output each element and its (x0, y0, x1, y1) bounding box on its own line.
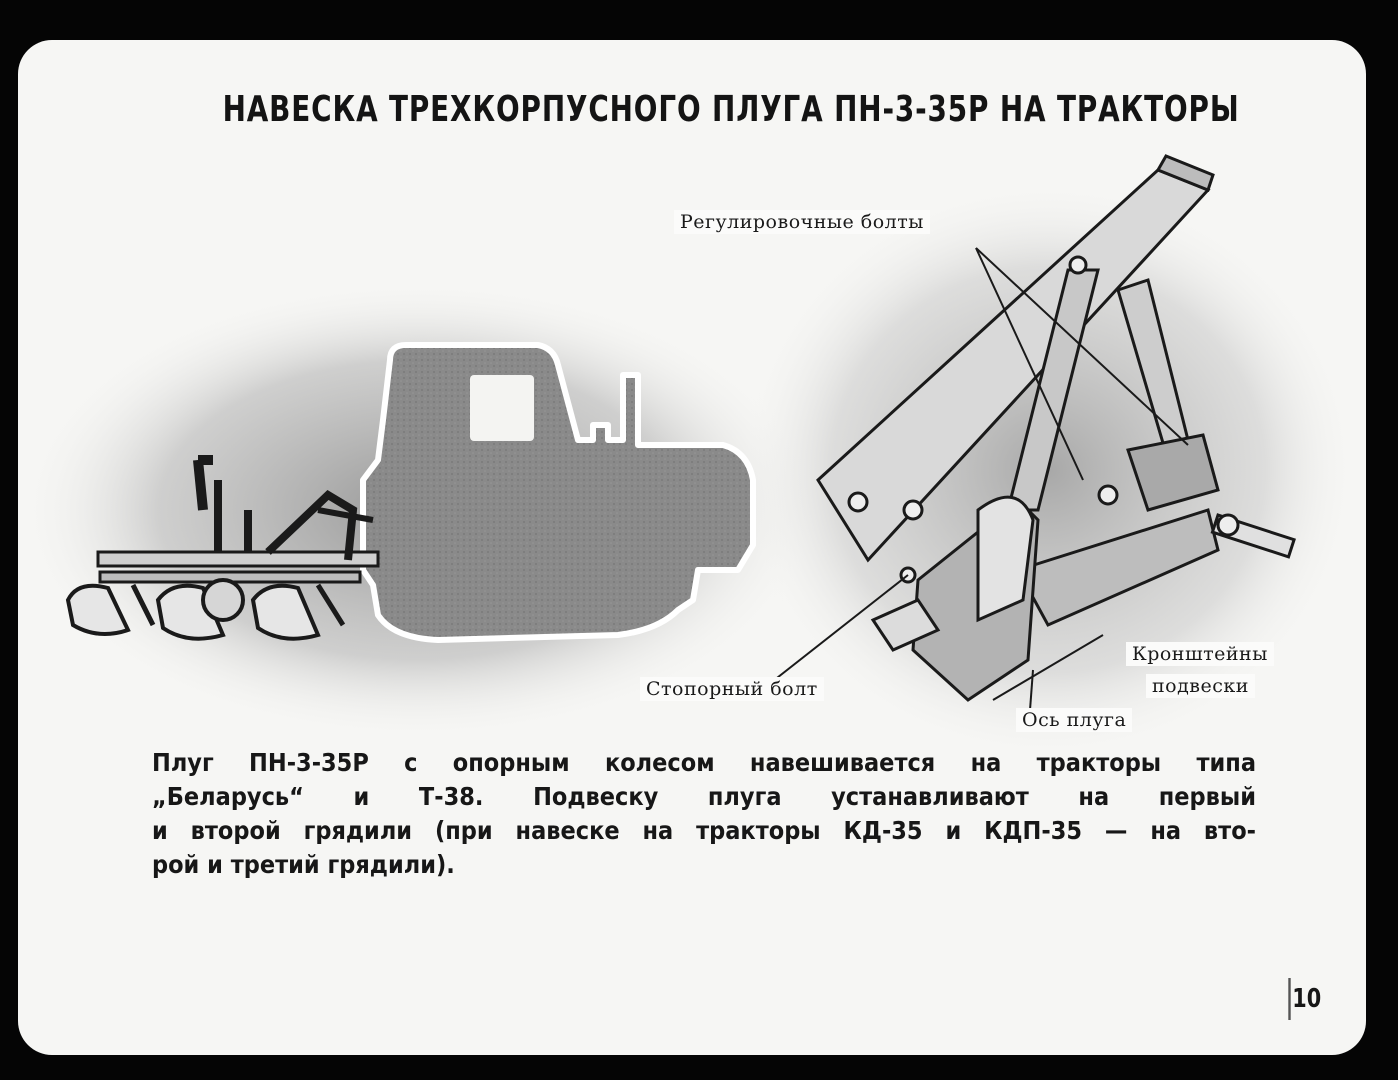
paragraph-line: и второй грядили (при навеске на тракторы КД-35 и КДП-35 — на вто- (152, 816, 1256, 845)
paragraph-line: Плуг ПН-3-35Р с опорным колесом навешивается на тракторы типа (152, 748, 1256, 777)
label-stop-bolt: Стопорный болт (640, 677, 824, 701)
paragraph-line: „Беларусь“ и Т-38. Подвеску плуга устанавливают на первый (152, 782, 1256, 811)
illustration (18, 40, 1366, 1055)
description-paragraph (152, 746, 1256, 882)
label-plow-axis: Ось плуга (1016, 708, 1132, 732)
paragraph-line: рой и третий грядили). (152, 850, 455, 879)
slide-card (18, 40, 1366, 1055)
label-brackets-line1: Кронштейны (1126, 642, 1274, 666)
slide-title: НАВЕСКА ТРЕХКОРПУСНОГО ПЛУГА ПН-3-35Р НА ТРАКТОРЫ (222, 89, 1240, 130)
page-number: 10 (1288, 978, 1322, 1020)
label-brackets-line2: подвески (1146, 674, 1255, 698)
label-adjusting-bolts: Регулировочные болты (674, 210, 930, 234)
